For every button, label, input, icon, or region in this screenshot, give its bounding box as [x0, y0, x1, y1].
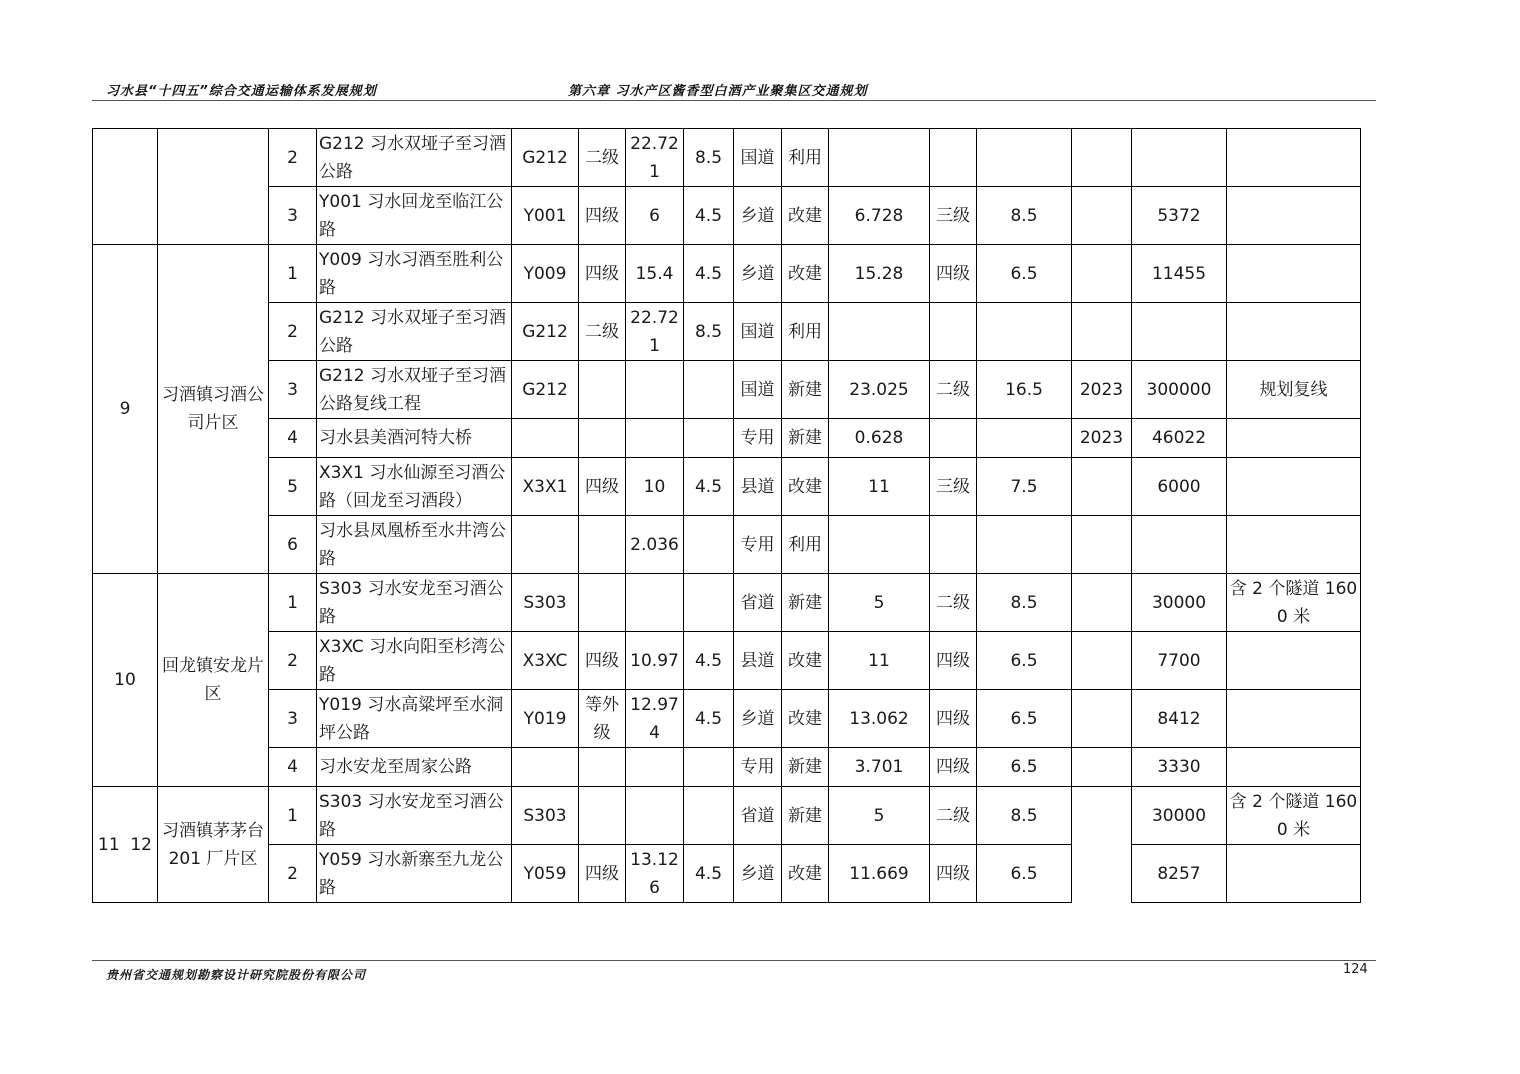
cell-type: 国道 [734, 361, 782, 419]
cell-len [626, 748, 684, 787]
cell-year [1072, 787, 1132, 845]
cell-invest: 8412 [1132, 690, 1227, 748]
cell-note [1227, 516, 1361, 574]
cell-year [1072, 574, 1132, 632]
cell-pwidth [977, 129, 1072, 187]
cell-len [626, 787, 684, 845]
group-id-a: 11 [98, 834, 120, 855]
cell-pgrade: 四级 [930, 245, 977, 303]
cell-len [626, 361, 684, 419]
cell-no: 5 [269, 458, 317, 516]
cell-width [684, 361, 734, 419]
cell-year [1072, 245, 1132, 303]
cell-mode: 改建 [782, 632, 829, 690]
cell-mode: 改建 [782, 458, 829, 516]
cell-name: Y019 习水高粱坪至水洞坪公路 [317, 690, 512, 748]
cell-mode: 新建 [782, 787, 829, 845]
cell-mode: 利用 [782, 516, 829, 574]
cell-name: G212 习水双垭子至习酒公路 [317, 303, 512, 361]
cell-note: 含 2 个隧道 1600 米 [1227, 574, 1361, 632]
cell-note: 规划复线 [1227, 361, 1361, 419]
cell-type: 专用 [734, 516, 782, 574]
table-row [93, 516, 1361, 574]
cell-grade: 四级 [579, 458, 626, 516]
cell-name: G212 习水双垭子至习酒公路 [317, 129, 512, 187]
cell-type: 县道 [734, 632, 782, 690]
cell-grade: 二级 [579, 303, 626, 361]
cell-pwidth: 8.5 [977, 574, 1072, 632]
cell-name: S303 习水安龙至习酒公路 [317, 787, 512, 845]
table-row [93, 748, 1361, 787]
cell-plen: 15.28 [829, 245, 930, 303]
cell-note [1227, 458, 1361, 516]
cell-width [684, 748, 734, 787]
cell-no: 2 [269, 129, 317, 187]
table-row [93, 419, 1361, 458]
cell-pwidth: 8.5 [977, 187, 1072, 245]
cell-grade: 四级 [579, 845, 626, 903]
cell-no: 3 [269, 690, 317, 748]
cell-mode: 新建 [782, 419, 829, 458]
cell-invest [1132, 516, 1227, 574]
cell-mode: 新建 [782, 574, 829, 632]
cell-name: Y001 习水回龙至临江公路 [317, 187, 512, 245]
cell-note [1227, 129, 1361, 187]
table-row [93, 632, 1361, 690]
cell-code: S303 [512, 574, 579, 632]
cell-no: 4 [269, 419, 317, 458]
cell-mode: 利用 [782, 303, 829, 361]
group-area-cell [158, 129, 269, 245]
cell-type: 乡道 [734, 245, 782, 303]
cell-width: 8.5 [684, 129, 734, 187]
cell-no: 1 [269, 787, 317, 845]
cell-width [684, 419, 734, 458]
cell-year [1072, 845, 1132, 903]
cell-len [626, 419, 684, 458]
group-id-cell [93, 129, 158, 245]
cell-code: Y059 [512, 845, 579, 903]
cell-pgrade [930, 303, 977, 361]
cell-note [1227, 748, 1361, 787]
project-table [92, 128, 1361, 903]
cell-year [1072, 129, 1132, 187]
cell-pwidth: 16.5 [977, 361, 1072, 419]
cell-pwidth: 6.5 [977, 690, 1072, 748]
cell-name: 习水安龙至周家公路 [317, 748, 512, 787]
cell-grade: 等外级 [579, 690, 626, 748]
cell-len: 22.721 [626, 303, 684, 361]
cell-width: 8.5 [684, 303, 734, 361]
cell-pwidth: 8.5 [977, 787, 1072, 845]
cell-type: 乡道 [734, 187, 782, 245]
cell-pwidth: 7.5 [977, 458, 1072, 516]
cell-plen: 5 [829, 574, 930, 632]
cell-invest: 7700 [1132, 632, 1227, 690]
cell-code: Y019 [512, 690, 579, 748]
cell-grade [579, 574, 626, 632]
header-document-title: 习水县“十四五”综合交通运输体系发展规划 [106, 84, 377, 99]
cell-note [1227, 632, 1361, 690]
cell-len: 6 [626, 187, 684, 245]
cell-invest: 11455 [1132, 245, 1227, 303]
cell-grade: 四级 [579, 187, 626, 245]
cell-pgrade: 三级 [930, 187, 977, 245]
cell-no: 2 [269, 303, 317, 361]
cell-no: 1 [269, 574, 317, 632]
cell-pwidth [977, 516, 1072, 574]
cell-invest [1132, 303, 1227, 361]
cell-type: 乡道 [734, 690, 782, 748]
cell-plen: 11.669 [829, 845, 930, 903]
cell-year [1072, 516, 1132, 574]
cell-grade [579, 787, 626, 845]
cell-pwidth: 6.5 [977, 748, 1072, 787]
cell-year [1072, 458, 1132, 516]
cell-note [1227, 303, 1361, 361]
cell-plen [829, 129, 930, 187]
cell-year [1072, 690, 1132, 748]
cell-plen: 11 [829, 632, 930, 690]
cell-width [684, 787, 734, 845]
cell-no: 2 [269, 632, 317, 690]
cell-no: 3 [269, 361, 317, 419]
cell-year [1072, 748, 1132, 787]
cell-note [1227, 187, 1361, 245]
cell-len: 13.126 [626, 845, 684, 903]
group-area-cell: 习酒镇茅茅台 201 厂片区 [158, 787, 269, 903]
cell-mode: 改建 [782, 845, 829, 903]
cell-pwidth: 6.5 [977, 845, 1072, 903]
table-row [93, 245, 1361, 303]
cell-mode: 改建 [782, 690, 829, 748]
cell-type: 县道 [734, 458, 782, 516]
cell-code [512, 419, 579, 458]
cell-width: 4.5 [684, 245, 734, 303]
cell-pwidth [977, 303, 1072, 361]
cell-name: G212 习水双垭子至习酒公路复线工程 [317, 361, 512, 419]
cell-code: Y001 [512, 187, 579, 245]
cell-name: X3XC 习水向阳至杉湾公路 [317, 632, 512, 690]
table-row [93, 129, 1361, 187]
cell-grade: 二级 [579, 129, 626, 187]
cell-pgrade: 四级 [930, 845, 977, 903]
cell-note [1227, 419, 1361, 458]
footer-company: 贵州省交通规划勘察设计研究院股份有限公司 [106, 968, 367, 982]
cell-invest: 3330 [1132, 748, 1227, 787]
cell-code [512, 748, 579, 787]
cell-type: 乡道 [734, 845, 782, 903]
table-row [93, 303, 1361, 361]
table-row [93, 690, 1361, 748]
cell-plen: 13.062 [829, 690, 930, 748]
table-row [93, 787, 1361, 845]
cell-mode: 改建 [782, 245, 829, 303]
table-row [93, 361, 1361, 419]
cell-plen: 3.701 [829, 748, 930, 787]
cell-pgrade: 四级 [930, 632, 977, 690]
cell-type: 专用 [734, 419, 782, 458]
cell-year: 2023 [1072, 419, 1132, 458]
cell-code: G212 [512, 361, 579, 419]
cell-grade [579, 748, 626, 787]
cell-no: 2 [269, 845, 317, 903]
table-row [93, 574, 1361, 632]
cell-invest: 300000 [1132, 361, 1227, 419]
cell-note [1227, 845, 1361, 903]
cell-no: 6 [269, 516, 317, 574]
cell-plen: 0.628 [829, 419, 930, 458]
cell-type: 省道 [734, 787, 782, 845]
cell-note: 含 2 个隧道 1600 米 [1227, 787, 1361, 845]
cell-grade [579, 361, 626, 419]
cell-width: 4.5 [684, 458, 734, 516]
cell-pgrade: 二级 [930, 787, 977, 845]
cell-invest [1132, 129, 1227, 187]
cell-pgrade: 四级 [930, 748, 977, 787]
cell-invest: 30000 [1132, 574, 1227, 632]
cell-len: 15.4 [626, 245, 684, 303]
page-number: 124 [1343, 962, 1368, 977]
footer-rule [92, 960, 1376, 961]
header-rule [92, 100, 1376, 101]
cell-year [1072, 187, 1132, 245]
cell-code [512, 516, 579, 574]
cell-plen [829, 303, 930, 361]
cell-width: 4.5 [684, 690, 734, 748]
cell-len [626, 574, 684, 632]
group-id-cell [93, 787, 158, 903]
cell-year [1072, 632, 1132, 690]
cell-note [1227, 690, 1361, 748]
cell-len: 10 [626, 458, 684, 516]
cell-pwidth [977, 419, 1072, 458]
table-row [93, 187, 1361, 245]
table-row [93, 845, 1361, 903]
cell-pgrade [930, 129, 977, 187]
cell-width: 4.5 [684, 187, 734, 245]
cell-no: 3 [269, 187, 317, 245]
cell-mode: 新建 [782, 361, 829, 419]
cell-name: 习水县凤凰桥至水井湾公路 [317, 516, 512, 574]
group-id-cell: 10 [93, 574, 158, 787]
cell-invest: 46022 [1132, 419, 1227, 458]
cell-code: Y009 [512, 245, 579, 303]
cell-note [1227, 245, 1361, 303]
cell-type: 专用 [734, 748, 782, 787]
cell-pgrade: 四级 [930, 690, 977, 748]
cell-code: S303 [512, 787, 579, 845]
cell-grade: 四级 [579, 245, 626, 303]
cell-code: X3XC [512, 632, 579, 690]
group-area-cell: 回龙镇安龙片区 [158, 574, 269, 787]
cell-year [1072, 303, 1132, 361]
cell-mode: 新建 [782, 748, 829, 787]
cell-type: 省道 [734, 574, 782, 632]
cell-code: G212 [512, 129, 579, 187]
cell-name: Y059 习水新寨至九龙公路 [317, 845, 512, 903]
cell-grade: 四级 [579, 632, 626, 690]
cell-invest: 8257 [1132, 845, 1227, 903]
cell-invest: 6000 [1132, 458, 1227, 516]
cell-len: 22.721 [626, 129, 684, 187]
cell-code: X3X1 [512, 458, 579, 516]
cell-plen: 23.025 [829, 361, 930, 419]
cell-pgrade [930, 516, 977, 574]
cell-plen: 6.728 [829, 187, 930, 245]
cell-no: 4 [269, 748, 317, 787]
cell-pgrade [930, 419, 977, 458]
cell-type: 国道 [734, 129, 782, 187]
cell-pwidth: 6.5 [977, 245, 1072, 303]
cell-code: G212 [512, 303, 579, 361]
cell-invest: 5372 [1132, 187, 1227, 245]
cell-width [684, 574, 734, 632]
cell-no: 1 [269, 245, 317, 303]
cell-name: X3X1 习水仙源至习酒公路（回龙至习酒段） [317, 458, 512, 516]
cell-grade [579, 516, 626, 574]
cell-len: 10.97 [626, 632, 684, 690]
cell-mode: 利用 [782, 129, 829, 187]
table-row [93, 458, 1361, 516]
cell-name: S303 习水安龙至习酒公路 [317, 574, 512, 632]
cell-plen: 11 [829, 458, 930, 516]
cell-plen: 5 [829, 787, 930, 845]
cell-type: 国道 [734, 303, 782, 361]
cell-pgrade: 二级 [930, 361, 977, 419]
group-area-cell: 习酒镇习酒公司片区 [158, 245, 269, 574]
cell-mode: 改建 [782, 187, 829, 245]
group-id-b: 12 [130, 834, 152, 855]
cell-pgrade: 三级 [930, 458, 977, 516]
cell-width: 4.5 [684, 845, 734, 903]
cell-name: Y009 习水习酒至胜利公路 [317, 245, 512, 303]
cell-plen [829, 516, 930, 574]
cell-invest: 30000 [1132, 787, 1227, 845]
group-id-cell: 9 [93, 245, 158, 574]
cell-pgrade: 二级 [930, 574, 977, 632]
cell-grade [579, 419, 626, 458]
cell-width [684, 516, 734, 574]
cell-pwidth: 6.5 [977, 632, 1072, 690]
cell-width: 4.5 [684, 632, 734, 690]
cell-len: 2.036 [626, 516, 684, 574]
header-chapter-title: 第六章 习水产区酱香型白酒产业聚集区交通规划 [568, 84, 868, 99]
cell-len: 12.974 [626, 690, 684, 748]
cell-name: 习水县美酒河特大桥 [317, 419, 512, 458]
cell-year: 2023 [1072, 361, 1132, 419]
